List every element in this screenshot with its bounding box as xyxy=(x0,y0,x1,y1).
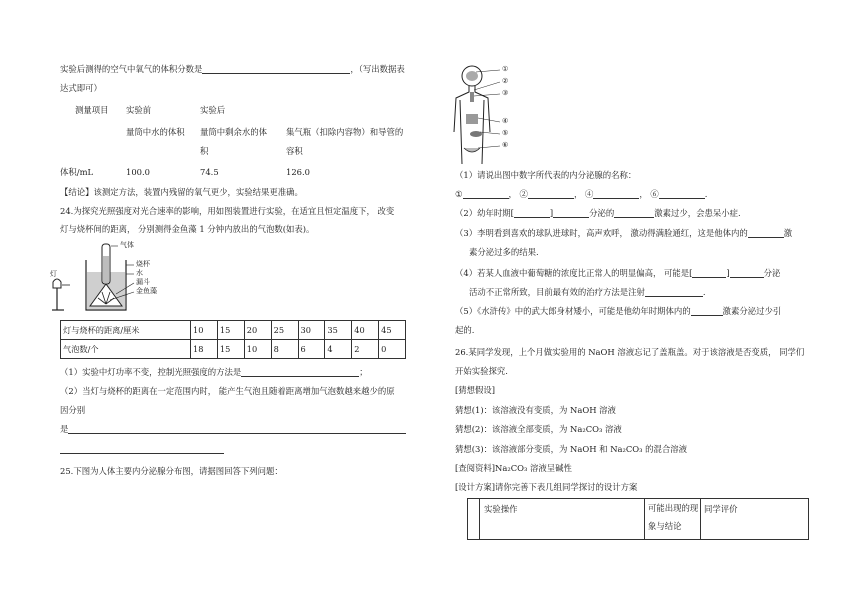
reference-info: [查阅资料]Na₂CO₃ 溶液呈碱性 xyxy=(455,463,572,473)
q25-part4-b: 活动不正常所致，目前最有效的治疗方法是注射 . xyxy=(469,287,706,297)
table-cell: 45 xyxy=(379,321,406,340)
hypothesis-2: 猜想(2)：该溶液全部变质，为 Na₂CO₃ 溶液 xyxy=(455,424,622,434)
label-gas: 气体 xyxy=(120,241,134,249)
table-cell: 30 xyxy=(298,321,325,340)
q26-stem: 26.某同学发现，上个月做实验用的 NaOH 溶液忘记了盖瓶盖。对于该溶液是否变质， 同学们 xyxy=(455,347,805,357)
header-evaluation: 同学评价 xyxy=(704,504,738,514)
table-cell: 40 xyxy=(352,321,379,340)
label-beaker: 烧杯 xyxy=(136,260,150,268)
label-lamp: 灯 xyxy=(50,270,57,278)
q25-part1-blanks: ① ， ② ， ④ ， ⑥ . xyxy=(455,189,708,199)
table-divider xyxy=(700,499,701,539)
answer-blank[interactable] xyxy=(748,228,784,238)
table-row xyxy=(61,340,406,359)
hypothesis-title: [猜想假设] xyxy=(455,385,496,395)
q25-part3-b: 素分泌过多的结果. xyxy=(469,247,539,257)
answer-blank[interactable] xyxy=(202,64,350,74)
table-cell: 0 xyxy=(379,340,406,359)
table-cell: 10 xyxy=(191,321,218,340)
body-svg xyxy=(452,60,522,166)
table-cell: 6 xyxy=(298,340,325,359)
q25-part2: （2）幼年时期[ ] 分泌的 激素过少，会患呆小症. xyxy=(455,208,741,218)
answer-blank[interactable] xyxy=(241,367,359,377)
answer-blank[interactable] xyxy=(68,424,406,434)
q24-part1: （1）实验中灯功率不变，控制光照强度的方法是 ； xyxy=(60,367,368,377)
table-cell: 35 xyxy=(325,321,352,340)
row-label: 灯与烧杯的距离/厘米 xyxy=(61,321,191,340)
answer-blank[interactable] xyxy=(463,189,509,199)
answer-blank[interactable] xyxy=(645,287,703,297)
label-4: ④ xyxy=(502,117,509,125)
answer-blank[interactable] xyxy=(730,268,764,278)
label-water: 水 xyxy=(136,269,143,277)
table-cell: 15 xyxy=(217,340,244,359)
result-line: 实验后测得的空气中氧气的体积分数是 ，（写出数据表 xyxy=(60,64,405,74)
design-title: [设计方案]请你完善下表几组同学探讨的设计方案 xyxy=(455,482,638,492)
exam-page: 实验后测得的空气中氧气的体积分数是 ，（写出数据表 达式即可） 测量项目 实验前 实验后 量筒中水的体积 量筒中剩余水的体 积 集气瓶（扣除内容物）和导管的 容积 体积/mL 100.0 74.5 126.0 【结论】该测定方法，装置内残留的氧气更少，实验结果更准确。 24.为探究光照强度对光合速率的影响，用如图装置进行实验，在适宜且恒定温度下， 改变 灯与烧杯间的距离， 分别测得金鱼藻 1 分钟内放出的气泡数(如表)。 气体 烧杯 水 漏斗 金鱼藻 灯 灯与烧杯的距离/厘米 10 15 20 25 30 35 40 45 气泡数/个 18 15 10 8 6 4 2 0 （1）实验中灯功率不变，控制光照强度的方法是 ； （2）当灯与烧杯的距离在一定范围内时， 能产生气泡且随着距离增加气泡数越来越少的原 因分别 是 25.下图为人体主要内分泌腺分布图，请据图回答下列问题： ① ② ③ ④ ⑤ ⑥ （1）请说出图中数字所代表的内分泌腺的名称： ① ， ② ， ④ ， ⑥ . （2）幼年时期[ ] 分泌的 激素过少，会患呆小症. （3）李明看到喜欢的球队进球时，高声欢呼， 激动得满脸通红，这是他体内的 激 素分泌过多的结果. （4）若某人血液中葡萄糖的浓度比正常人的明显偏高， 可能是[ ] 分泌 活动不正常所致，目前最有效的治疗方法是注射 . （5）《水浒传》中的武大郎身材矮小，可能是他幼年时期体内的 激素分泌过少引 起的. 26.某同学发现，上个月做实验用的 NaOH 溶液忘记了盖瓶盖。对于该溶液是否变质， 同学们 开始实验探究. [猜想假设] 猜想(1)：该溶液没有变质，为 NaOH 溶液 猜想(2)：该溶液全部变质，为 Na₂CO₃ 溶液 猜想(3)：该溶液部分变质，为 NaOH 和 Na₂CO₃ 的混合溶液 [查阅资料]Na₂CO₃ 溶液呈碱性 [设计方案]请你完善下表几组同学探讨的设计方案 实验操作 可能出现的现 象与结论 同学评价 xyxy=(0,0,860,607)
q25-part5: （5）《水浒传》中的武大郎身材矮小，可能是他幼年时期体内的 激素分泌过少引 xyxy=(455,306,782,316)
endocrine-diagram xyxy=(452,60,522,166)
table-cell: 18 xyxy=(191,340,218,359)
table-cell: 4 xyxy=(325,340,352,359)
q26-stem-2: 开始实验探究. xyxy=(455,366,508,376)
design-table xyxy=(467,498,809,540)
q25-part4: （4）若某人血液中葡萄糖的浓度比正常人的明显偏高， 可能是[ ] 分泌 xyxy=(455,268,781,278)
q25-stem: 25.下图为人体主要内分泌腺分布图，请据图回答下列问题： xyxy=(60,466,283,476)
header-phenomena: 可能出现的现 xyxy=(648,503,699,513)
hypothesis-1: 猜想(1)：该溶液没有变质，为 NaOH 溶液 xyxy=(455,405,616,415)
table-divider xyxy=(644,499,645,539)
header-operation: 实验操作 xyxy=(484,504,518,514)
table-cell: 2 xyxy=(352,340,379,359)
label-2: ② xyxy=(502,77,509,85)
q24-part2-c: 是 xyxy=(60,424,406,434)
q24-stem: 24.为探究光照强度对光合速率的影响，用如图装置进行实验，在适宜且恒定温度下， 改变 xyxy=(60,206,395,216)
header-phenomena-b: 象与结论 xyxy=(648,521,682,531)
result-line-end: 达式即可） xyxy=(60,83,102,93)
distance-bubble-table xyxy=(60,320,406,359)
apparatus-diagram xyxy=(50,240,200,316)
table-divider xyxy=(479,499,480,539)
table-cell: 10 xyxy=(244,340,271,359)
answer-blank[interactable] xyxy=(553,208,589,218)
label-funnel: 漏斗 xyxy=(136,278,150,286)
apparatus-svg xyxy=(50,240,200,316)
q24-stem-2: 灯与烧杯间的距离， 分别测得金鱼藻 1 分钟内放出的气泡数(如表)。 xyxy=(60,224,315,234)
table-cell: 15 xyxy=(217,321,244,340)
q25-part3: （3）李明看到喜欢的球队进球时，高声欢呼， 激动得满脸通红，这是他体内的 激 xyxy=(455,228,793,238)
answer-blank[interactable] xyxy=(528,189,574,199)
q24-part2-b: 因分别 xyxy=(60,405,86,415)
table-cell: 20 xyxy=(244,321,271,340)
label-plant: 金鱼藻 xyxy=(136,287,157,295)
answer-blank[interactable] xyxy=(593,189,639,199)
answer-blank[interactable] xyxy=(659,189,705,199)
label-3: ③ xyxy=(502,89,509,97)
q24-part2: （2）当灯与烧杯的距离在一定范围内时， 能产生气泡且随着距离增加气泡数越来越少的原 xyxy=(60,386,395,396)
label-1: ① xyxy=(502,65,509,73)
table-cell: 8 xyxy=(271,340,298,359)
label-6: ⑥ xyxy=(502,141,509,149)
table-cell: 25 xyxy=(271,321,298,340)
q25-part1: （1）请说出图中数字所代表的内分泌腺的名称： xyxy=(455,170,637,180)
answer-blank[interactable] xyxy=(60,444,224,454)
answer-blank[interactable] xyxy=(692,268,726,278)
conclusion: 【结论】该测定方法，装置内残留的氧气更少，实验结果更准确。 xyxy=(60,187,303,197)
row-label: 气泡数/个 xyxy=(61,340,191,359)
answer-blank[interactable] xyxy=(691,306,723,316)
answer-blank[interactable] xyxy=(614,208,654,218)
answer-blank[interactable] xyxy=(514,208,550,218)
hypothesis-3: 猜想(3)：该溶液部分变质，为 NaOH 和 Na₂CO₃ 的混合溶液 xyxy=(455,444,688,454)
label-5: ⑤ xyxy=(502,129,509,137)
q25-part5-b: 起的. xyxy=(455,325,475,335)
table-row xyxy=(61,321,406,340)
q24-part2-d xyxy=(60,444,224,454)
